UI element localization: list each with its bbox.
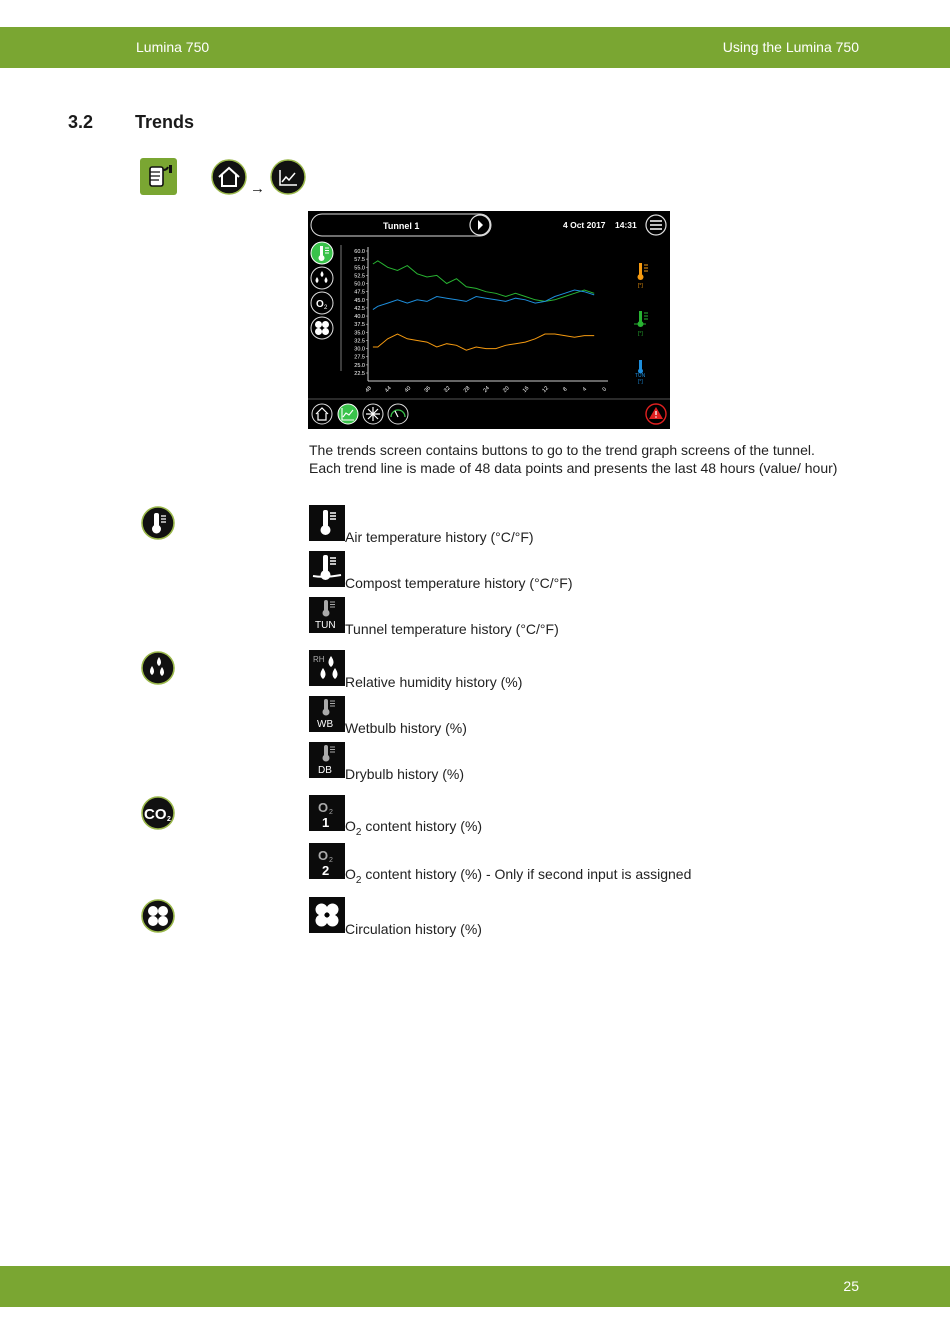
intro-paragraph: The trends screen contains buttons to go to the trend graph screens of the tunnel. Each trend line is made of 48 data points and presents the last 48 hours (value/ hour) <box>309 442 838 476</box>
section-number: 3.2 <box>68 112 94 132</box>
header-section: Using the Lumina 750 <box>722 39 859 55</box>
svg-text:O: O <box>318 800 329 815</box>
svg-text:2: 2 <box>329 857 333 864</box>
row-o2-content-1: $O_2$ content history (%) <box>345 818 483 838</box>
wetbulb-icon <box>309 696 345 732</box>
y-tick-label: 52.5 <box>354 273 365 280</box>
svg-text:CO: CO <box>144 806 167 823</box>
svg-text:2: 2 <box>167 816 171 823</box>
svg-text:2: 2 <box>329 809 333 816</box>
menu-button[interactable] <box>646 215 666 235</box>
trend-chart <box>354 247 608 394</box>
y-tick-label: 32.5 <box>354 338 365 345</box>
footer-band <box>0 1266 950 1307</box>
svg-text:TUN: TUN <box>635 373 646 379</box>
header-product: Lumina 750 <box>136 39 210 55</box>
y-tick-label: 55.0 <box>354 265 365 272</box>
y-tick-label: 60.0 <box>354 249 365 255</box>
x-tick-label: 12 <box>541 385 550 394</box>
circulation-icon <box>309 897 345 933</box>
svg-text:O: O <box>318 848 329 863</box>
row-tunnel-temp: Tunnel temperature history (°C/°F) <box>345 621 559 637</box>
y-tick-label: 42.5 <box>354 305 365 312</box>
svg-text:O: O <box>316 299 324 310</box>
compost-temp-icon <box>309 551 345 587</box>
svg-text:1: 1 <box>322 815 330 830</box>
thermometer-icon <box>141 506 175 545</box>
row-wetbulb: Wetbulb history (%) <box>345 720 467 736</box>
alarm-button[interactable] <box>646 404 666 424</box>
air-temp-trend-button[interactable] <box>311 242 333 264</box>
x-tick-label: 16 <box>521 385 531 394</box>
y-tick-label: 37.5 <box>354 322 365 329</box>
screen-gauge-button[interactable] <box>388 404 408 424</box>
y-tick-label: 35.0 <box>354 330 365 337</box>
x-tick-label: 4 <box>581 386 589 393</box>
row-o2-content-2: $O_2$ content history (%) - Only if second input is assigned <box>345 866 692 886</box>
svg-text:[°]: [°] <box>638 379 643 385</box>
x-tick-label: 28 <box>462 385 472 394</box>
screen-date: 4 Oct 2017 <box>563 220 606 230</box>
tunnel-temp-icon <box>309 597 345 633</box>
x-tick-label: 0 <box>601 386 608 393</box>
tun-label: TUN <box>315 620 336 631</box>
y-tick-label: 45.0 <box>354 297 365 304</box>
row-air-temp: Air temperature history (°C/°F) <box>345 529 534 545</box>
nav-arrow: → <box>250 180 265 197</box>
trend-line-2 <box>373 290 594 310</box>
screen-trends-button[interactable] <box>338 404 358 424</box>
x-tick-label: 20 <box>502 385 511 394</box>
humidity-trend-button[interactable] <box>311 267 333 289</box>
fan-icon <box>141 899 175 938</box>
asterisk-icon <box>366 407 380 421</box>
y-tick-label: 47.5 <box>354 289 365 296</box>
trend-line-1 <box>373 261 594 302</box>
y-tick-label: 25.0 <box>354 362 365 369</box>
row-relative-humidity: Relative humidity history (%) <box>345 674 523 690</box>
hand-icon <box>140 158 177 195</box>
x-tick-label: 40 <box>403 385 413 394</box>
co2-icon <box>141 796 175 835</box>
y-tick-label: 50.0 <box>354 281 365 288</box>
y-tick-label: 30.0 <box>354 346 365 353</box>
svg-text:2: 2 <box>322 863 330 878</box>
relative-humidity-icon <box>309 650 345 686</box>
humidity-drops-icon <box>141 651 175 690</box>
trend-line-3 <box>373 334 594 350</box>
tunnel-label: Tunnel 1 <box>383 221 420 231</box>
x-tick-label: 44 <box>384 385 393 394</box>
o2-input-2-icon <box>309 843 345 879</box>
trend-icon <box>270 159 306 200</box>
legend-compost-temp <box>634 311 648 337</box>
svg-text:[°]: [°] <box>638 283 643 289</box>
y-tick-label: 27.5 <box>354 354 365 361</box>
x-tick-label: 8 <box>562 386 569 393</box>
screen-climate-button[interactable] <box>363 404 383 424</box>
row-compost-temp: Compost temperature history (°C/°F) <box>345 575 573 591</box>
air-temp-icon <box>309 505 345 541</box>
legend-air-temp <box>638 263 649 289</box>
x-tick-label: 36 <box>423 385 432 394</box>
row-circulation: Circulation history (%) <box>345 921 482 937</box>
circulation-trend-button[interactable] <box>311 317 333 339</box>
row-drybulb: Drybulb history (%) <box>345 766 465 782</box>
drybulb-icon <box>309 742 345 778</box>
y-tick-label: 40.0 <box>354 314 365 321</box>
screen-time: 14:31 <box>615 220 637 230</box>
y-tick-label: 22.5 <box>354 371 365 377</box>
svg-text:2: 2 <box>324 305 328 311</box>
y-tick-label: 57.5 <box>354 257 365 264</box>
page-number: 25 <box>843 1278 859 1294</box>
o2-input-1-icon <box>309 795 345 831</box>
section-title: Trends <box>135 112 195 132</box>
x-tick-label: 24 <box>482 385 491 394</box>
svg-text:[°]: [°] <box>638 331 643 337</box>
legend-tunnel-temp <box>635 360 646 385</box>
wb-label: WB <box>317 719 334 730</box>
db-label: DB <box>318 765 332 776</box>
x-tick-label: 48 <box>364 385 373 394</box>
o2-trend-button[interactable] <box>311 292 333 314</box>
screen-home-button[interactable] <box>312 404 332 424</box>
x-tick-label: 32 <box>443 385 452 394</box>
trend-screen <box>308 211 670 429</box>
rh-label: RH <box>313 655 325 664</box>
home-icon <box>211 159 247 200</box>
header-band <box>0 27 950 68</box>
